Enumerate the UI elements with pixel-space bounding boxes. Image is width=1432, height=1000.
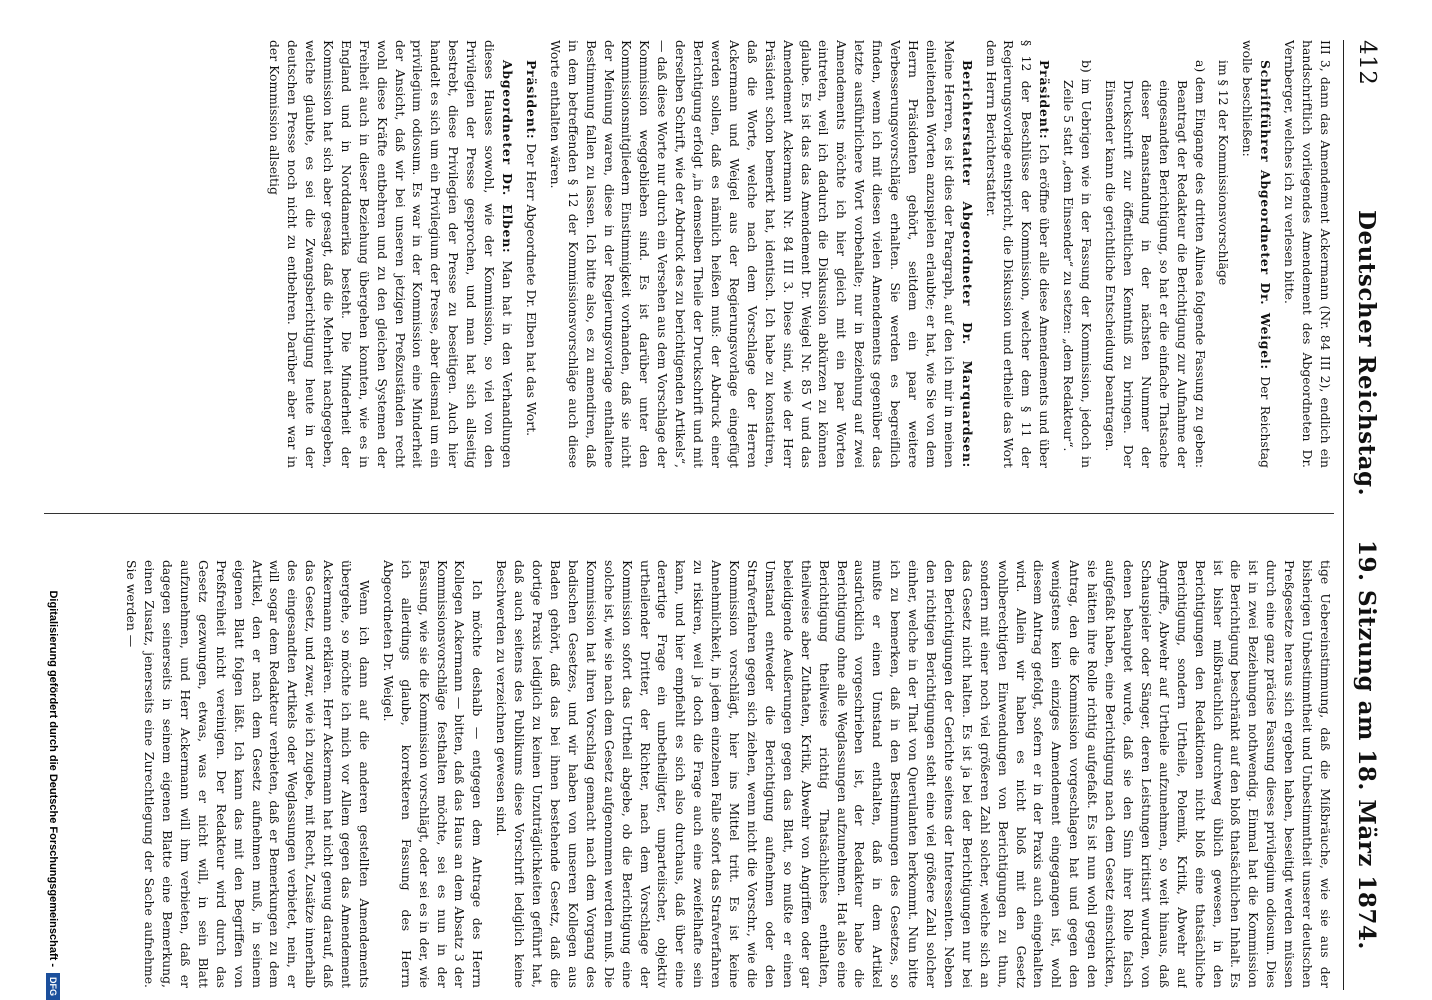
paragraph-text: III 3, dann das Amendement Ackermann (Nr. 84 III 2), endlich ein handschriftlich vorliegendes Amendement des Abgeordneten Dr. Vernberger, welches ich zu verlesen bitte. [1282,40,1333,468]
paragraph-text: tige Uebereinstimmung, daß die Mißbräuche, wie sie aus der bisherigen Unbestimmtheit und Unbestimmtheit unserer deutschen Preßgesetze heraus sich ergeben haben, beseitigt werden müssen durch eine ganz präcise Fassung dieses privilegium odiosum. Dies ist in zwei Beziehungen nothwendig. Einmal hat die Kommission die Berichtigung beschränkt auf den bloß thatsächlichen Inhalt. Es ist bisher mißbräuchlich durchweg üblich gewesen, in den Berichtigungen den Redaktionen nicht bloß eine thatsächliche Berichtigung, sondern Urtheile, Polemik, Kritik, Abwehr auf Angriffe, Abwehr auf Urtheile aufzunehmen, so weit hinaus, daß Schauspieler oder Sänger, deren Leistungen kritisirt wurden, von denen behauptet wurde, daß sie den Sinn ihrer Rolle falsch aufgefaßt haben, eine Berichtigung nach dem Gesetz einschickten, sie hätten ihre Rolle richtig aufgefaßt. Es ist nun wohl gegen den Antrag, den die Kommission vorgeschlagen hat und gegen den wenigstens kein einziges Amendement eingegangen ist, wohl diesem Antrag gefolgt, sofern er in der Praxis auch eingehalten wird. Allein wir haben es nicht bloß mit den Gesetz wohlberechtigten Einwendungen von Berichtigungen zu thun, sondern mit einer noch viel größeren Zahl solcher, welche sich an das Gesetz nicht halten. Es ist ja bei der Berichtigungen nur bei den Berichtigungen der Gerichte seitens der Interessenten. Neben den richtigen Berichtigungen steht eine viel größere Zahl solcher einher, welche in der That von Querulanten herkommt. Nun bitte ich zu bemerken, daß in den Bestimmungen des Gesetzes, so mußte er einen Umstand enthalten, daß in dem Artikel ausdrücklich vorgeschrieben ist, der Redakteur habe die Berichtigung ohne alle Weglassungen aufzunehmen. Hat also eine Berichtigung theilweise richtig Thatsächliches enthalten, theilweise aber Zuthaten, Kritik, Abwehr von Angriffen oder gar beleidigende Aeußerungen gegen das Blatt, so mußte er einen Umstand entweder die Berichtigung aufnehmen oder den Strafverfahren gegen sich ziehen, wenn nicht die Vorschr., wie die Kommission vorschlägt, hier ins Mittel tritt. Es ist keine Annehmlichkeit, in jedem einzelnen Falle sofort das Strafverfahren zu riskiren, weil ja doch die Frage auch eine zweifelhafte sein kann, und hier empfiehlt es sich also durchaus, daß über eine derartige Frage ein unbetheiligter, unparteiischer, objektiv urtheilender Dritter, der Richter, nach dem Vorschlage der Kommission sofort das Urtheil abgebe, ob die Berichtigung eine solche ist, wie sie nach dem Gesetz aufgenommen werden muß. Die Kommission hat ihren Vorschlag gemacht nach dem Vorgang des badischen Gesetzes, und wir haben von unseren Kollegen aus Baden gehört, daß das bei ihnen bestehende Gesetz, daß die dortige Praxis lediglich zu keinen Unzuträglichkeiten geführt hat, daß auch seitens des Publikums diese Vorschrift lediglich keine Beschwerden zu verzeichnen gewesen sind. [494,560,1333,988]
speaker-name: Präsident: [523,60,539,140]
paragraph [522,40,540,468]
dfg-badge: DFG [46,973,60,1000]
running-head [1346,40,1380,990]
paragraph-text: Der Herr Abgeordnete Dr. Elben hat das Wort. [523,143,539,437]
paragraph-text: b) im Uebrigen wie in der Fassung der Kommission, jedoch in Zeile 5 statt „dem Einsender“ zu setzen: „dem Redakteur“. [1061,60,1095,468]
paragraph-text: Meine Herren, es ist dies der Paragraph, auf den ich mir in meinen einleitenden Worten anzuspielen erlaubte; er hat, wie Sie von dem Herrn Präsidenten gehört, seitdem ein paar weitere Verbesserungsvorschläge erhalten. Sie werden es begreiflich finden, wenn ich mit diesen vielen Amendements gegenüber das letzte ausführlichere Wort vorbehalte; nur in Beziehung auf zwei Amendements möchte ich hier gleich mit ein paar Worten eintreten, weil ich dadurch die Diskussion abkürzen zu können glaube. Es ist das das Amendement Dr. Weigel Nr. 85 V und das Amendement Ackermann Nr. 84 III 3. Diese sind, wie der Herr Präsident schon bemerkt hat, identisch. Ich habe zu konstatiren, daß die Worte, welche nach dem Vorschlage der Herren Ackermann und Weigel aus der Regierungsvorlage eingefügt werden sollen, daß es nämlich heißen muß: der Abdruck einer Berichtigung erfolgt „in demselben Theile der Druckschrift und mit derselben Schrift, wie der Abdruck des zu berichtigenden Artikels“, — daß diese Worte nur durch ein Versehen aus dem Vorschlage der Kommission weggeblieben sind. Es ist darüber unter den Kommissionsmitgliedern Einstimmigkeit vorhanden, daß sie nicht der Meinung waren, diese in der Regierungsvorlage enthaltene Bestimmung fallen zu lassen. Ich bitte also, es zu amendiren, daß in dem betreffenden § 12 der Kommissionsvorschläge auch diese Worte enthalten wären. [547,40,957,468]
header-rule [1343,40,1344,990]
paragraph [379,560,486,988]
paragraph-text: Der Reichstag wolle beschließen: [1240,40,1274,468]
paragraph [492,560,1334,988]
digitization-credit [38,460,60,1000]
paragraph-text: Ich eröffne über alle diese Amendements und über § 12 der Beschlüsse der Kommission, welcher dem § 11 der Regierungsvorlage entspricht, die Diskussion und ertheile das Wort dem Herrn Berichterstatter. [983,40,1053,468]
credit-text: Digitalisierung gefördert durch die Deutsche Forschungsgemeinschaft - [47,590,59,967]
paragraph-text: Ich möchte deshalb — entgegen dem Antrage des Herrn Kollegen Ackermann — bitten, daß das Haus an dem Absatz 3 der Kommissionsvorschläge festhalten möchte, sei es nun in der Fassung, wie sie die Kommission vorschlägt, oder sei es in der, wie ich allerdings glaube, korrekteren Fassung des Herrn Abgeordneten Dr. Weigel. [380,560,486,988]
paragraph [1215,40,1233,468]
paragraph [1101,40,1208,468]
paragraph [122,560,373,988]
speaker-name: Abgeordneter Dr. Elben: [500,60,516,254]
paragraph [982,40,1054,468]
paragraph [1059,40,1095,468]
speaker-name: Berichterstatter Abgeordneter Dr. Marquardsen: [959,60,975,468]
column-separator [44,513,1334,514]
scanned-page [32,0,1432,1000]
publication-title: Deutscher Reichstag. [1353,210,1380,497]
left-column [44,40,1334,468]
paragraph-text: a) dem Eingange des dritten Alinea folgende Fassung zu geben: Beantragt der Redakteur die Berichtigung zur Aufnahme der eingesandten Berichtigung, so hat er die einfache Thatsache dieser Beanstandung in der nächsten Nummer der Druckschrift zur öffentlichen Kenntniß zu bringen. Der Einsender kann die gerichtliche Entscheidung beantragen. [1103,60,1208,468]
paragraph-text: Man hat in den Verhandlungen dieses Hauses sowohl, wie der Kommission, so viel von den Privilegien der Presse gesprochen, und man hat sich allseitig bestrebt, diese Privilegien der Presse zu beseitigen. Auch hier handelt es sich um ein Privilegium der Presse, aber diesmal um ein privilegium odiosum. Es war in der Kommission eine Minderheit der Ansicht, daß wir bei unseren jetzigen Preßzuständen recht wohl diese Kräfte entbehren und zu den gleichen Systemen der Freiheit auch in dieser Beziehung übergehen konnten, wie es in England und in Norddamerika besteht. Die Minderheit der Kommission hat sich aber gesagt, daß die Mehrheit nachgegeben, welche glaubte, es sei die Zwangsberichtigung heute in der deutschen Presse noch nicht zu entbehren. Darüber aber war in der Kommission allseitig [267,40,516,468]
paragraph-text: Wenn ich dann auf die anderen gestellten Amendements übergehe, so möchte ich mich vor Allem gegen das Amendement Ackermann erklären. Herr Ackermann hat nicht genug darauf, daß das Gesetz, und zwar, wie ich zugebe, mit Recht, Zusätze innerhalb des eingesandten Artikels oder Weglassungen verbietet, nein, er will sogar dem Redakteur verbieten, daß er Bemerkungen zu dem Artikel, den er nach dem Gesetz aufnehmen muß, in seinem eigenen Blatt folgen läßt. Ich kann das mit den Begriffen von Preßfreiheit nicht vereinigen. Der Redakteur wird durch das Gesetz gezwungen, etwas, was er nicht will, in sein Blatt aufzunehmen, und Herr Ackermann will ihm verbieten, daß er dagegen seinerseits in seinem eigenen Blatte eine Bemerkung, einen Zusatz, jenerseits eine Zurechtlegung der Sache aufnehme. Sie werden — [124,560,372,988]
paragraph [265,40,516,468]
paragraph [546,40,976,468]
speaker-name: Präsident: [1037,60,1053,140]
paragraph-text: im § 12 der Kommissionsvorschläge [1216,60,1232,286]
paragraph [1238,40,1274,468]
paragraph [1280,40,1334,468]
session-heading: 19. Sitzung am 18. März 1874. [1353,540,1380,950]
right-column [44,560,1334,988]
speaker-name: Schriftführer Abgeordneter Dr. Weigel: [1258,60,1274,370]
page-number: 412 [1354,40,1380,86]
